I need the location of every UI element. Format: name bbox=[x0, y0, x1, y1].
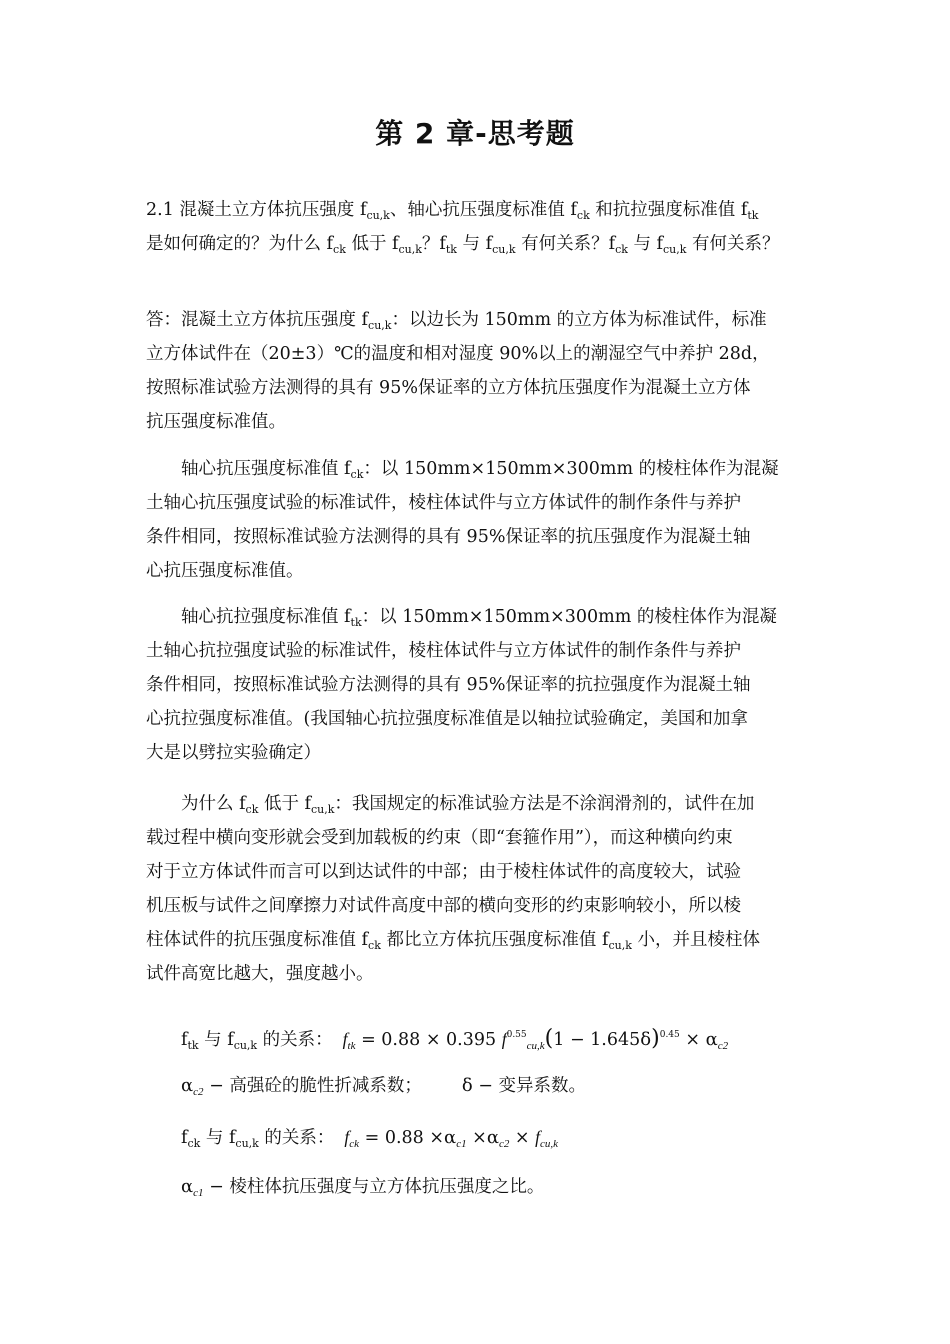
question-line-1 bbox=[146, 193, 816, 227]
answer-line: 试件高宽比越大，强度越小。 bbox=[146, 964, 374, 984]
answer-line bbox=[146, 787, 816, 821]
answer-text: ：以边长为 150mm 的立方体为标准试件，标准 bbox=[391, 310, 767, 330]
answer-paragraph-2 bbox=[146, 452, 816, 588]
subscript: cu,k bbox=[366, 209, 390, 222]
subscript: ck bbox=[349, 1138, 360, 1150]
answer-text: 答：混凝土立方体抗压强度 f bbox=[146, 310, 369, 330]
alpha-symbol: α bbox=[444, 1127, 457, 1148]
answer-text: 都比立方体抗压强度标准值 f bbox=[380, 930, 609, 950]
question-text: 与 f bbox=[456, 234, 493, 254]
definition-dash: − bbox=[203, 1177, 230, 1197]
answer-line: 机压板与试件之间摩擦力对试件高度中部的横向变形的约束影响较小，所以棱 bbox=[146, 896, 741, 916]
answer-line: 大是以劈拉实验确定） bbox=[146, 743, 321, 763]
alpha-symbol: α bbox=[705, 1029, 718, 1050]
answer-line: 对于立方体试件而言可以到达试件的中部；由于棱柱体试件的高度较大，试验 bbox=[146, 862, 741, 882]
answer-text: 柱体试件的抗压强度标准值 f bbox=[146, 930, 369, 950]
question-text: 是如何确定的？为什么 f bbox=[146, 234, 334, 254]
subscript: ck bbox=[368, 939, 381, 952]
formula-expression: × bbox=[466, 1128, 487, 1148]
formula-symbol: f bbox=[501, 1029, 507, 1049]
formula-expression: × bbox=[509, 1128, 536, 1148]
subscript: c1 bbox=[193, 1187, 204, 1199]
answer-line: 按照标准试验方法测得的具有 95%保证率的立方体抗压强度作为混凝土立方体 bbox=[146, 378, 751, 398]
alpha-symbol: α bbox=[181, 1075, 194, 1096]
answer-paragraph-3 bbox=[146, 600, 816, 770]
formula-fck bbox=[181, 1122, 558, 1153]
answer-line bbox=[146, 303, 816, 337]
formula-lead: f bbox=[181, 1128, 188, 1148]
answer-line: 立方体试件在（20±3）℃的温度和相对湿度 90%以上的潮湿空气中养护 28d， bbox=[146, 344, 770, 364]
subscript: ck bbox=[615, 243, 628, 256]
subscript: ck bbox=[576, 209, 590, 222]
subscript: cu,k bbox=[526, 1040, 545, 1052]
definition-alpha-c1 bbox=[181, 1172, 544, 1202]
question-text: 2.1 混凝土立方体抗压强度 f bbox=[146, 200, 367, 220]
subscript: cu,k bbox=[398, 243, 422, 256]
subscript: tk bbox=[347, 1040, 356, 1052]
formula-expression: 1 − 1.645 bbox=[553, 1030, 641, 1050]
question-text: 、轴心抗压强度标准值 f bbox=[389, 200, 577, 220]
answer-text: 轴心抗压强度标准值 f bbox=[181, 459, 351, 479]
answer-text: 小，并且棱柱体 bbox=[631, 930, 760, 950]
formula-ftk bbox=[181, 1024, 728, 1055]
subscript: ck bbox=[350, 468, 364, 481]
formula-symbol: f bbox=[342, 1029, 348, 1049]
definition-text: 变异系数。 bbox=[498, 1076, 586, 1096]
alpha-symbol: α bbox=[181, 1176, 194, 1197]
subscript: ck bbox=[187, 1137, 201, 1150]
superscript: 0.45 bbox=[659, 1030, 680, 1040]
answer-line: 土轴心抗拉强度试验的标准试件，棱柱体试件与立方体试件的制作条件与养护 bbox=[146, 641, 741, 661]
answer-text: ：我国规定的标准试验方法是不涂润滑剂的，试件在加 bbox=[334, 794, 755, 814]
formula-expression: = 0.88 × 0.395 bbox=[355, 1030, 502, 1050]
definition-dash: − bbox=[472, 1076, 499, 1096]
formula-expression: = 0.88 × bbox=[359, 1128, 445, 1148]
formula-expression: × bbox=[679, 1030, 706, 1050]
answer-line bbox=[146, 452, 816, 486]
formula-lead: 的关系： bbox=[258, 1128, 335, 1148]
question-text: 有何关系？f bbox=[515, 234, 616, 254]
subscript: ck bbox=[245, 803, 259, 816]
subscript: tk bbox=[445, 243, 457, 256]
answer-line: 心抗压强度标准值。 bbox=[146, 561, 304, 581]
subscript: tk bbox=[747, 209, 759, 222]
page-title: 第 2 章-思考题 bbox=[375, 117, 575, 150]
subscript: tk bbox=[350, 616, 362, 629]
answer-line bbox=[146, 600, 816, 634]
delta-symbol: δ bbox=[461, 1075, 473, 1096]
answer-paragraph-1 bbox=[146, 303, 816, 439]
subscript: c1 bbox=[456, 1138, 467, 1150]
answer-line: 抗压强度标准值。 bbox=[146, 412, 286, 432]
answer-paragraph-4 bbox=[146, 787, 816, 991]
answer-line: 条件相同，按照标准试验方法测得的具有 95%保证率的抗拉强度作为混凝土轴 bbox=[146, 675, 751, 695]
delta-symbol: δ bbox=[640, 1029, 652, 1050]
subscript: cu,k bbox=[233, 1039, 258, 1052]
answer-line: 心抗拉强度标准值。(我国轴心抗拉强度标准值是以轴拉试验确定，美国和加拿 bbox=[146, 709, 748, 729]
subscript: ck bbox=[333, 243, 346, 256]
definition-alpha-c2 bbox=[181, 1071, 586, 1101]
formula-lead: 与 f bbox=[198, 1030, 234, 1050]
question-text: 低于 f bbox=[345, 234, 399, 254]
subscript: cu,k bbox=[608, 939, 632, 952]
subscript: tk bbox=[187, 1039, 199, 1052]
answer-text: 低于 f bbox=[258, 794, 311, 814]
subscript: cu,k bbox=[310, 803, 335, 816]
question-text: ？f bbox=[421, 234, 446, 254]
formula-lead: 的关系： bbox=[257, 1030, 333, 1050]
subscript: cu,k bbox=[663, 243, 687, 256]
subscript: cu,k bbox=[235, 1137, 259, 1150]
question-paragraph bbox=[146, 193, 816, 261]
question-text: 有何关系？ bbox=[686, 234, 780, 254]
formula-lead: 与 f bbox=[200, 1128, 236, 1148]
formula-paren: ) bbox=[651, 1026, 660, 1051]
answer-text: ：以 150mm×150mm×300mm 的棱柱体作为混凝 bbox=[361, 607, 777, 627]
subscript: c2 bbox=[193, 1086, 204, 1098]
formula-lead: f bbox=[181, 1030, 188, 1050]
answer-line: 土轴心抗压强度试验的标准试件，棱柱体试件与立方体试件的制作条件与养护 bbox=[146, 493, 741, 513]
formula-symbol: f bbox=[535, 1127, 541, 1147]
answer-text: 轴心抗拉强度标准值 f bbox=[181, 607, 351, 627]
definition-text: 棱柱体抗压强度与立方体抗压强度之比。 bbox=[229, 1177, 545, 1197]
answer-line: 载过程中横向变形就会受到加载板的约束（即“套箍作用”），而这种横向约束 bbox=[146, 828, 733, 848]
subscript: cu,k bbox=[368, 319, 392, 332]
answer-text: ：以 150mm×150mm×300mm 的棱柱体作为混凝 bbox=[363, 459, 779, 479]
formula-symbol: f bbox=[344, 1127, 350, 1147]
question-line-2 bbox=[146, 227, 816, 261]
alpha-symbol: α bbox=[486, 1127, 499, 1148]
subscript: cu,k bbox=[492, 243, 516, 256]
formula-paren: ( bbox=[544, 1026, 554, 1051]
subscript: cu,k bbox=[540, 1138, 559, 1150]
definition-text: 高强砼的脆性折减系数； bbox=[229, 1076, 422, 1096]
answer-text: 为什么 f bbox=[181, 794, 246, 814]
question-text: 和抗拉强度标准值 f bbox=[589, 200, 748, 220]
question-text: 与 f bbox=[627, 234, 663, 254]
answer-line bbox=[146, 923, 816, 957]
subscript: c2 bbox=[498, 1138, 510, 1150]
definition-dash: − bbox=[203, 1076, 230, 1096]
answer-line: 条件相同，按照标准试验方法测得的具有 95%保证率的抗压强度作为混凝土轴 bbox=[146, 527, 751, 547]
superscript: 0.55 bbox=[506, 1030, 527, 1040]
subscript: c2 bbox=[717, 1040, 729, 1052]
